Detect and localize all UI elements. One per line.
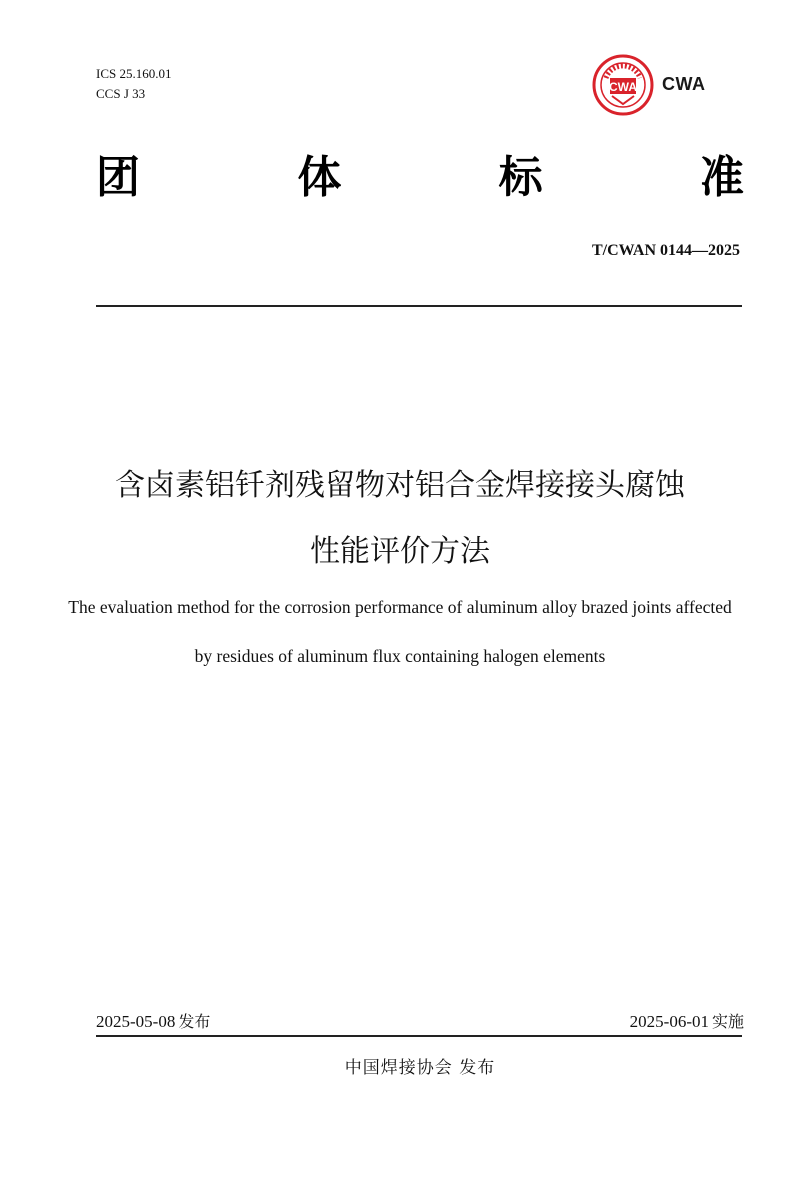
issue-date (96, 1010, 210, 1034)
issue-date-label: 发布 (178, 1012, 211, 1031)
logo-text: CWA (662, 74, 706, 94)
standard-number: T/CWAN 0144—2025 (591, 242, 740, 259)
english-title-line-1: The evaluation method for the corrosion performance of aluminum alloy brazed joints affected (68, 597, 732, 617)
top-divider (96, 305, 742, 307)
standard-type-char: 标 (498, 152, 543, 203)
ics-code: ICS 25.160.01 (96, 66, 172, 81)
svg-text:CWA: CWA (609, 80, 637, 94)
classification-codes (96, 64, 171, 104)
english-title-line-2: by residues of aluminum flux containing halogen elements (194, 646, 606, 666)
issue-date-value: 2025-05-08 (96, 1012, 176, 1031)
standard-type-char: 团 (96, 152, 140, 203)
standard-type-heading (96, 150, 744, 206)
implementation-date-label: 实施 (711, 1012, 744, 1031)
cwa-association-emblem-icon (592, 54, 658, 116)
standard-type-char: 体 (297, 152, 342, 203)
publisher: 中国焊接协会 发布 (344, 1058, 496, 1078)
chinese-title-line-1: 含卤素铝钎剂残留物对铝合金焊接接头腐蚀 (115, 468, 685, 503)
bottom-divider (96, 1035, 742, 1037)
implementation-date-value: 2025-06-01 (629, 1012, 709, 1031)
chinese-title-line-2: 性能评价方法 (310, 534, 490, 569)
implementation-date (630, 1010, 744, 1034)
ccs-code: CCS J 33 (96, 86, 146, 101)
standard-type-char: 准 (699, 152, 744, 203)
